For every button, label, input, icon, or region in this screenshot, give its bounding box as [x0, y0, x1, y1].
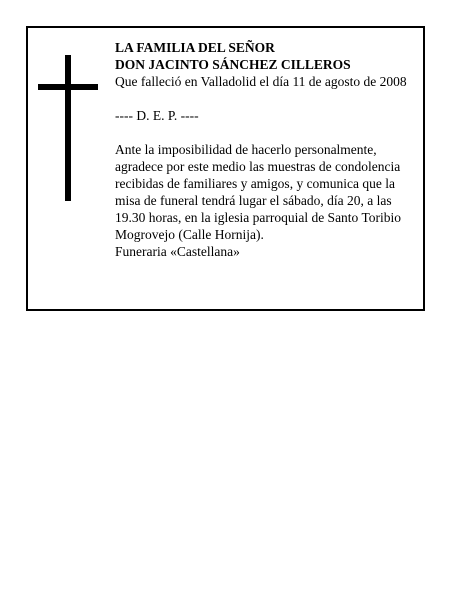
- notice-body-text: Ante la imposibilidad de hacerlo personalmente, agradece por este medio las muestras de condolencia recibidas de familiares y amigos, y comunica que la misa de funeral tendrá lugar el sábado, día 20, a las 19.30 horas, en la iglesia parroquial de Santo Toribio Mogrovejo (Calle Hornija).: [115, 142, 401, 242]
- heading-line-deceased-name: DON JACINTO SÁNCHEZ CILLEROS: [115, 57, 351, 72]
- rip-line: ---- D. E. P. ----: [115, 108, 199, 123]
- cross-horizontal-bar: [38, 84, 98, 90]
- cross-vertical-bar: [65, 55, 71, 201]
- spacer: [115, 90, 420, 107]
- heading-line-family: LA FAMILIA DEL SEÑOR: [115, 40, 275, 55]
- death-announcement: Que falleció en Valladolid el día 11 de agosto de 2008: [115, 74, 407, 89]
- notice-content: [115, 39, 420, 260]
- funeral-home-name: Funeraria «Castellana»: [115, 244, 240, 259]
- obituary-notice: [26, 26, 425, 311]
- spacer: [115, 124, 420, 141]
- latin-cross-icon: [38, 55, 98, 201]
